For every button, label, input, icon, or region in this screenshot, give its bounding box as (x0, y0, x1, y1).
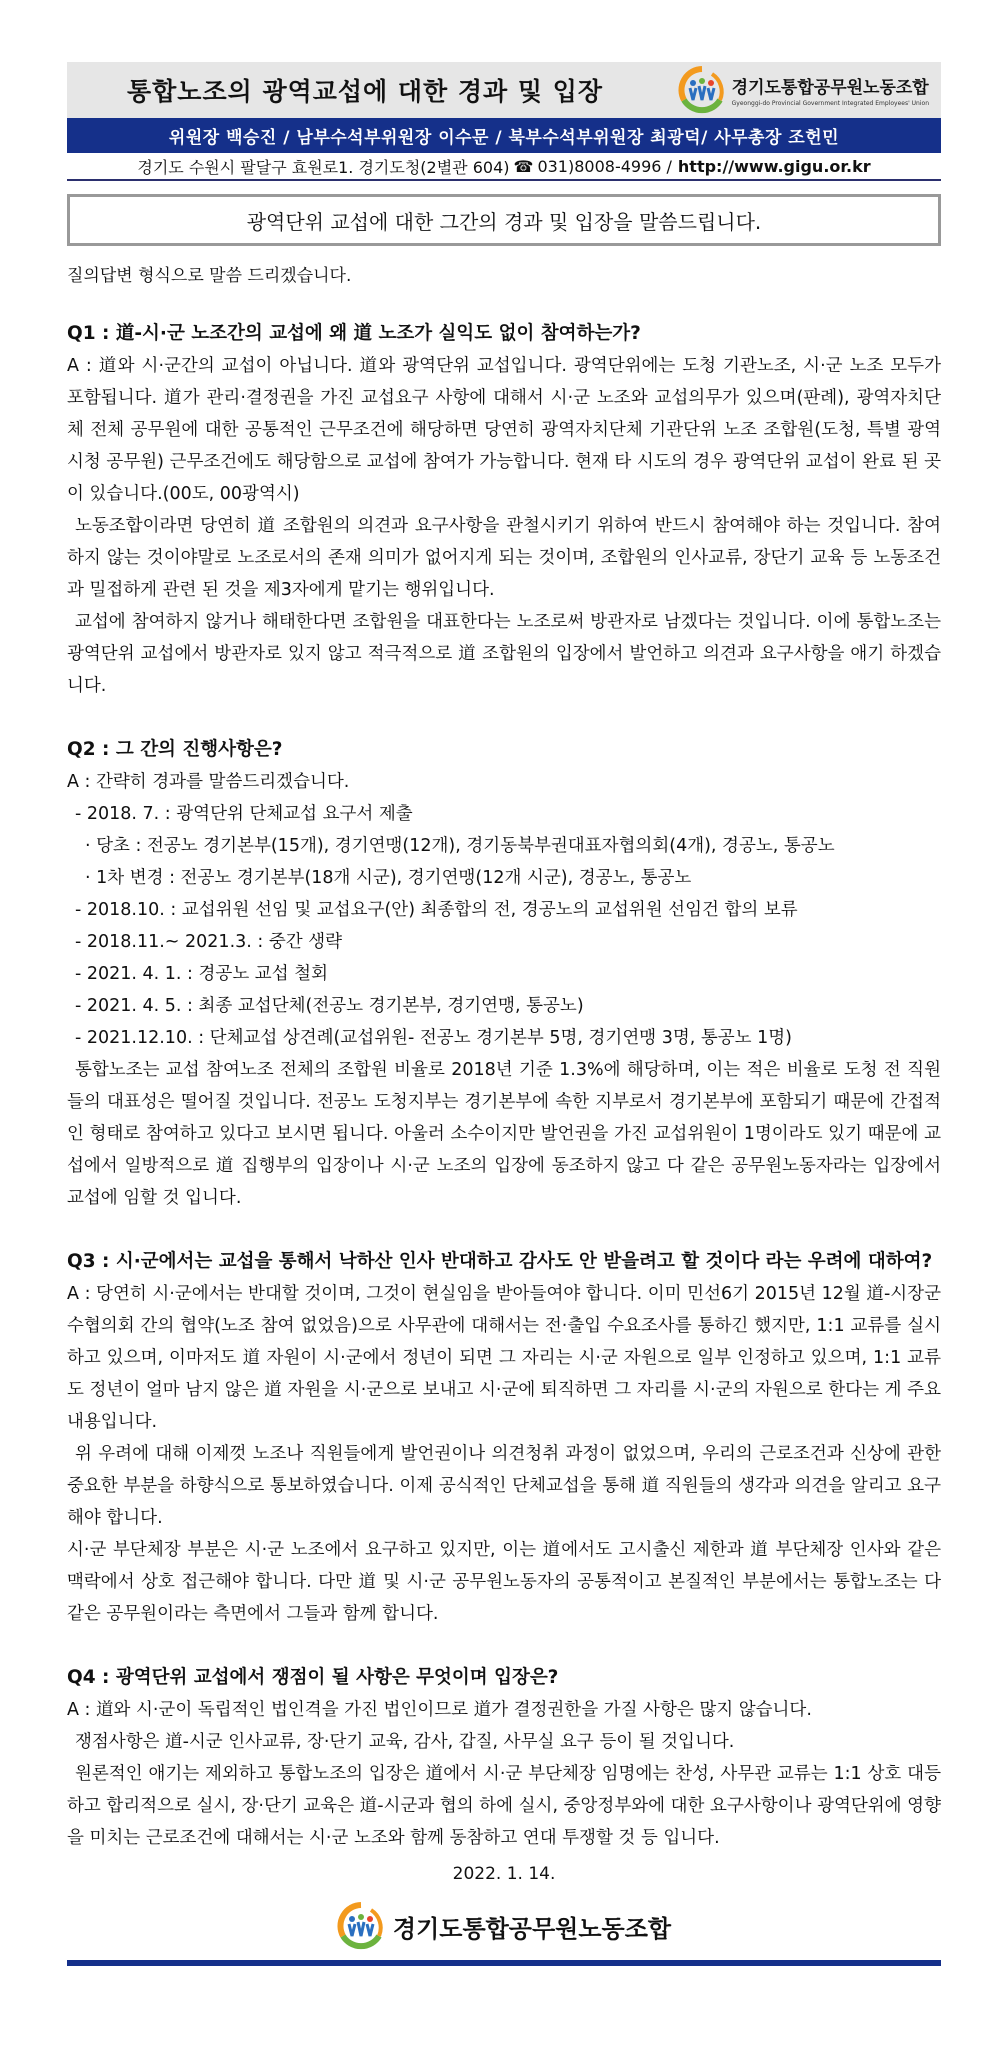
footer-divider (67, 1960, 941, 1966)
q4-paragraph: 쟁점사항은 道-시군 인사교류, 장·단기 교육, 감사, 갑질, 사무실 요구 등이 될 것입니다. (75, 1732, 735, 1752)
question-4: Q4 : 광역단위 교섭에서 쟁점이 될 사항은 무엇이며 입장은? (67, 1667, 559, 1688)
timeline-item: - 2021.12.10. : 단체교섭 상견례(교섭위원- 전공노 경기본부 5명, 경기연맹 3명, 통공노 1명) (75, 1028, 792, 1048)
document-date: 2022. 1. 14. (452, 1864, 556, 1884)
timeline-item: - 2021. 4. 5. : 최종 교섭단체(전공노 경기본부, 경기연맹, 통공노) (75, 996, 584, 1016)
address-line (67, 153, 941, 181)
timeline-item: - 2018. 7. : 광역단위 단체교섭 요구서 제출 (75, 804, 413, 824)
timeline-item: - 2018.11.~ 2021.3. : 중간 생략 (75, 932, 343, 952)
q4-answer: A : 道와 시·군이 독립적인 법인격을 가진 법인이므로 道가 결정권한을 가질 사항은 많지 않습니다. (67, 1700, 812, 1720)
q3-paragraph: 위 우려에 대해 이제껏 노조나 직원들에게 발언권이나 의견청취 과정이 없었으며, 우리의 근로조건과 신상에 관한 중요한 부분을 하향식으로 통보하였습니다. 이제 공식적인 단체교섭을 통해 道 직원들의 생각과 의견을 알리고 요구해야 합니다. (67, 1444, 941, 1528)
q2-paragraph: 통합노조는 교섭 참여노조 전체의 조합원 비율로 2018년 기준 1.3%에 해당하며, 이는 적은 비율로 도청 전 직원들의 대표성은 떨어질 것입니다. 전공노 도청지부는 경기본부에 속한 지부로서 경기본부에 포함되기 때문에 간접적인 형태로 참여하고 있다고 보시면 됩니다. 아울러 소수이지만 발언권을 가진 교섭위원이 1명이라도 있기 때문에 교섭에서 일방적으로 道 집행부의 입장이나 시·군 노조의 입장에 동조하지 않고 다 같은 공무원노동자라는 입장에서 교섭에 임할 것 입니다. (67, 1060, 941, 1208)
org-english-name: Gyeonggi-do Provincial Government Integrated Employees' Union (731, 100, 929, 107)
phone-number: 031)8008-4996 / (537, 156, 672, 176)
footer-org-name: 경기도통합공무원노동조합 (392, 1914, 672, 1943)
org-name: 경기도통합공무원노동조합 (731, 78, 929, 98)
q3-paragraph: 시·군 부단체장 부분은 시·군 노조에서 요구하고 있지만, 이는 道에서도 고시출신 제한과 道 부단체장 인사와 같은 맥락에서 상호 접근해야 합니다. 다만 道 및 시·군 공무원노동자의 공통적이고 본질적인 부분에서는 통합노조는 다 같은 공무원이라는 측면에서 그들과 함께 합니다. (67, 1540, 941, 1624)
question-2: Q2 : 그 간의 진행사항은? (67, 739, 283, 760)
q1-paragraph: 교섭에 참여하지 않거나 해태한다면 조합원을 대표한다는 노조로써 방관자로 남겠다는 것입니다. 이에 통합노조는 광역단위 교섭에서 방관자로 있지 않고 적극적으로 道 조합원의 입장에서 발언하고 의견과 요구사항을 애기 하겠습니다. (67, 612, 941, 696)
q4-paragraph: 원론적인 애기는 제외하고 통합노조의 입장은 道에서 시·군 부단체장 임명에는 찬성, 사무관 교류는 1:1 상호 대등하고 합리적으로 실시, 장·단기 교육은 道-시군과 협의 하에 실시, 중앙정부와에 대한 요구사항이나 광역단위에 영향을 미치는 근로조건에 대해서는 시·군 노조와 함께 동참하고 연대 투쟁할 것 등 입니다. (67, 1764, 941, 1848)
footer-logo (67, 1902, 941, 1950)
union-logo (678, 66, 929, 114)
timeline-item: - 2021. 4. 1. : 경공노 교섭 철회 (75, 964, 328, 984)
officers-band: 위원장 백승진 / 남부수석부위원장 이수문 / 북부수석부위원장 최광덕/ 사무총장 조헌민 (67, 118, 941, 153)
q2-answer: A : 간략히 경과를 말씀드리겠습니다. (67, 772, 350, 792)
union-logo-icon (337, 1902, 385, 1950)
timeline-subitem: · 당초 : 전공노 경기본부(15개), 경기연맹(12개), 경기동북부권대표자협의회(4개), 경공노, 통공노 (85, 836, 835, 856)
timeline-item: - 2018.10. : 교섭위원 선임 및 교섭요구(안) 최종합의 전, 경공노의 교섭위원 선임건 합의 보류 (75, 900, 798, 920)
document-header (67, 62, 941, 118)
intro-text: 질의답변 형식으로 말씀 드리겠습니다. (67, 266, 352, 286)
q1-answer: A : 道와 시·군간의 교섭이 아닙니다. 道와 광역단위 교섭입니다. 광역단위에는 도청 기관노조, 시·군 노조 모두가 포함됩니다. 道가 관리·결정권을 가진 교섭요구 사항에 대해서 시·군 노조와 교섭의무가 있으며(판례), 광역자치단체 전체 공무원에 대한 공통적인 근무조건에 해당하면 당연히 광역자치단체 기관단위 노조 조합원(도청, 특별 광역시청 공무원) 근무조건에도 해당함으로 교섭에 참여가 가능합니다. 현재 타 시도의 경우 광역단위 교섭이 완료 된 곳이 있습니다.(00도, 00광역시) (67, 356, 941, 504)
headline-box: 광역단위 교섭에 대한 그간의 경과 및 입장을 말씀드립니다. (67, 194, 941, 246)
phone-icon: ☎ (513, 156, 534, 176)
question-1: Q1 : 道-시·군 노조간의 교섭에 왜 道 노조가 실익도 없이 참여하는가? (67, 323, 641, 344)
document (67, 62, 941, 1966)
address-text: 경기도 수원시 팔달구 효원로1. 경기도청(2별관 604) (137, 157, 510, 177)
timeline-subitem: · 1차 변경 : 전공노 경기본부(18개 시군), 경기연맹(12개 시군), 경공노, 통공노 (85, 868, 692, 888)
document-title: 통합노조의 광역교섭에 대한 경과 및 입장 (127, 77, 604, 106)
q1-paragraph: 노동조합이라면 당연히 道 조합원의 의견과 요구사항을 관철시키기 위하여 반드시 참여해야 하는 것입니다. 참여하지 않는 것이야말로 노조로서의 존재 의미가 없어지게 되는 것이며, 조합원의 인사교류, 장단기 교육 등 노동조건과 밀접하게 관련 된 것을 제3자에게 맡기는 행위입니다. (67, 516, 941, 600)
q3-answer: A : 당연히 시·군에서는 반대할 것이며, 그것이 현실임을 받아들여야 합니다. 이미 민선6기 2015년 12월 道-시장군수협의회 간의 협약(노조 참여 없었음)으로 사무관에 대해서는 전·출입 수요조사를 통하긴 했지만, 1:1 교류를 실시하고 있으며, 이마저도 道 자원이 시·군에서 정년이 되면 그 자리는 시·군 자원으로 일부 인정하고 있으며, 1:1 교류도 정년이 얼마 남지 않은 道 자원을 시·군으로 보내고 시·군에 퇴직하면 그 자리를 시·군의 자원으로 한다는 게 주요 내용입니다. (67, 1284, 941, 1432)
union-logo-icon (678, 66, 726, 114)
question-3: Q3 : 시·군에서는 교섭을 통해서 낙하산 인사 반대하고 감사도 안 받을려고 할 것이다 라는 우려에 대하여? (67, 1251, 933, 1272)
website-link[interactable]: http://www.gigu.or.kr (677, 156, 871, 176)
